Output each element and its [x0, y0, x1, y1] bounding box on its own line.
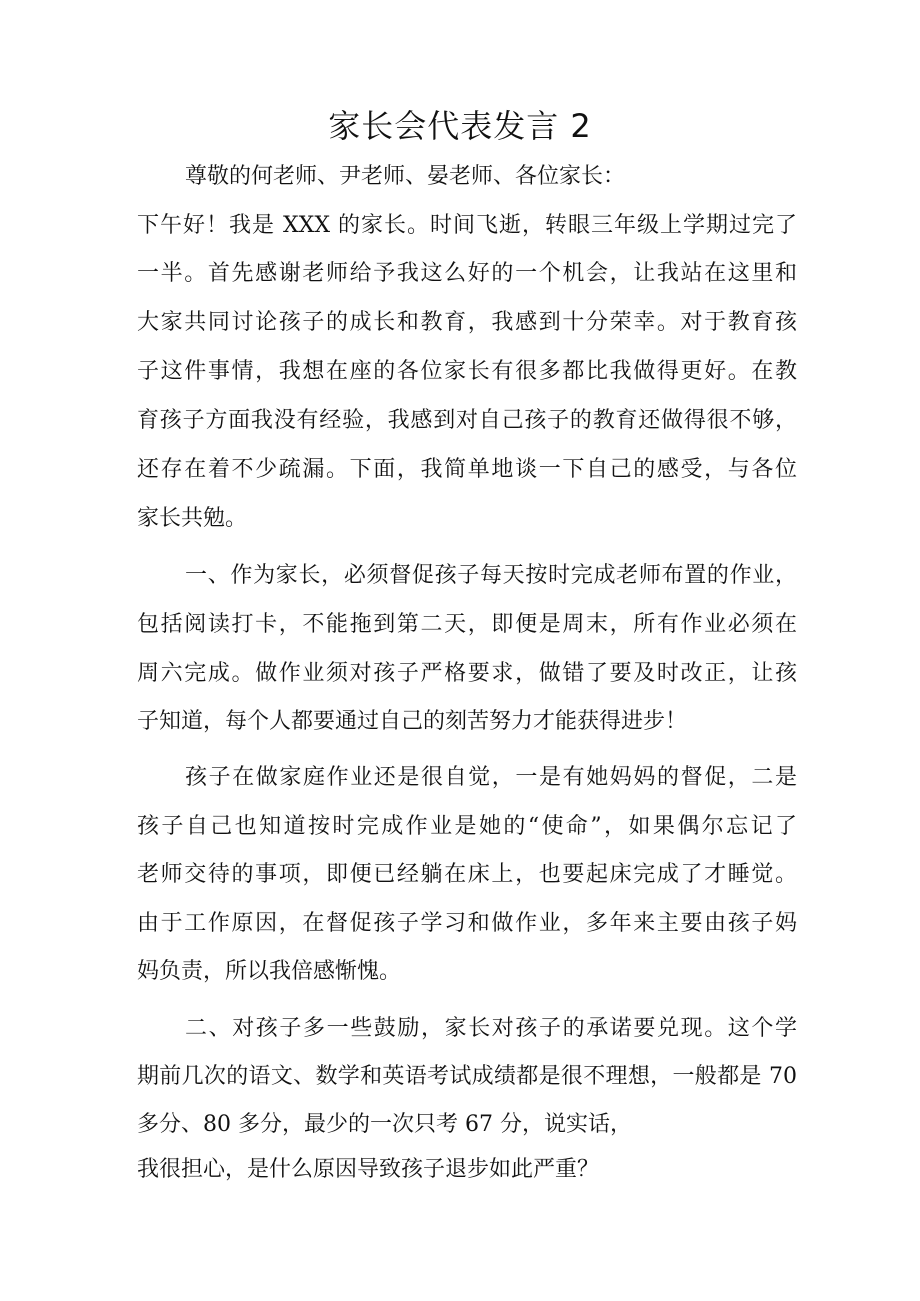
paragraph-1-line-5: 育孩子方面我没有经验，我感到对自己孩子的教育还做得很不够，: [137, 408, 797, 433]
paragraph-1-line-7: 家长共勉。: [137, 506, 248, 531]
paragraph-3-line-3: 老师交待的事项，即便已经躺在床上，也要起床完成了才睡觉。: [137, 862, 797, 887]
paragraph-3-line-1: 孩子在做家庭作业还是很自觉，一是有她妈妈的督促，二是: [185, 765, 797, 790]
paragraph-3-line-4: 由于工作原因，在督促孩子学习和做作业，多年来主要由孩子妈: [137, 911, 797, 936]
paragraph-3-line-5: 妈负责，所以我倍感惭愧。: [137, 959, 402, 984]
paragraph-2-line-4: 子知道，每个人都要通过自己的刻苦努力才能获得进步！: [137, 709, 688, 734]
paragraph-1-line-1: 下午好！我是 XXX 的家长。时间飞逝，转眼三年级上学期过完了: [137, 213, 797, 238]
greeting-line: 尊敬的何老师、尹老师、晏老师、各位家长：: [185, 164, 626, 189]
paragraph-4-line-2: 期前几次的语文、数学和英语考试成绩都是很不理想，一般都是 70: [137, 1064, 797, 1089]
paragraph-4-line-3: 多分、80 多分，最少的一次只考 67 分，说实话，: [137, 1112, 632, 1137]
paragraph-1-line-4: 子这件事情，我想在座的各位家长有很多都比我做得更好。在教: [137, 359, 797, 384]
paragraph-4-line-1: 二、对孩子多一些鼓励，家长对孩子的承诺要兑现。这个学: [185, 1016, 797, 1041]
paragraph-2-line-3: 周六完成。做作业须对孩子严格要求，做错了要及时改正，让孩: [137, 661, 797, 686]
paragraph-1-line-6: 还存在着不少疏漏。下面，我简单地谈一下自己的感受，与各位: [137, 457, 797, 482]
paragraph-2-line-1: 一、作为家长，必须督促孩子每天按时完成老师布置的作业，: [185, 563, 797, 588]
paragraph-3-line-2: 孩子自己也知道按时完成作业是她的“使命”，如果偶尔忘记了: [137, 814, 797, 839]
paragraph-1-line-3: 大家共同讨论孩子的成长和教育，我感到十分荣幸。对于教育孩: [137, 310, 797, 335]
paragraph-2-line-2: 包括阅读打卡，不能拖到第二天，即便是周末，所有作业必须在: [137, 612, 797, 637]
paragraph-4-line-4: 我很担心，是什么原因导致孩子退步如此严重？: [137, 1157, 600, 1182]
document-title: 家长会代表发言 2: [328, 107, 592, 145]
paragraph-1-line-2: 一半。首先感谢老师给予我这么好的一个机会，让我站在这里和: [137, 261, 797, 286]
